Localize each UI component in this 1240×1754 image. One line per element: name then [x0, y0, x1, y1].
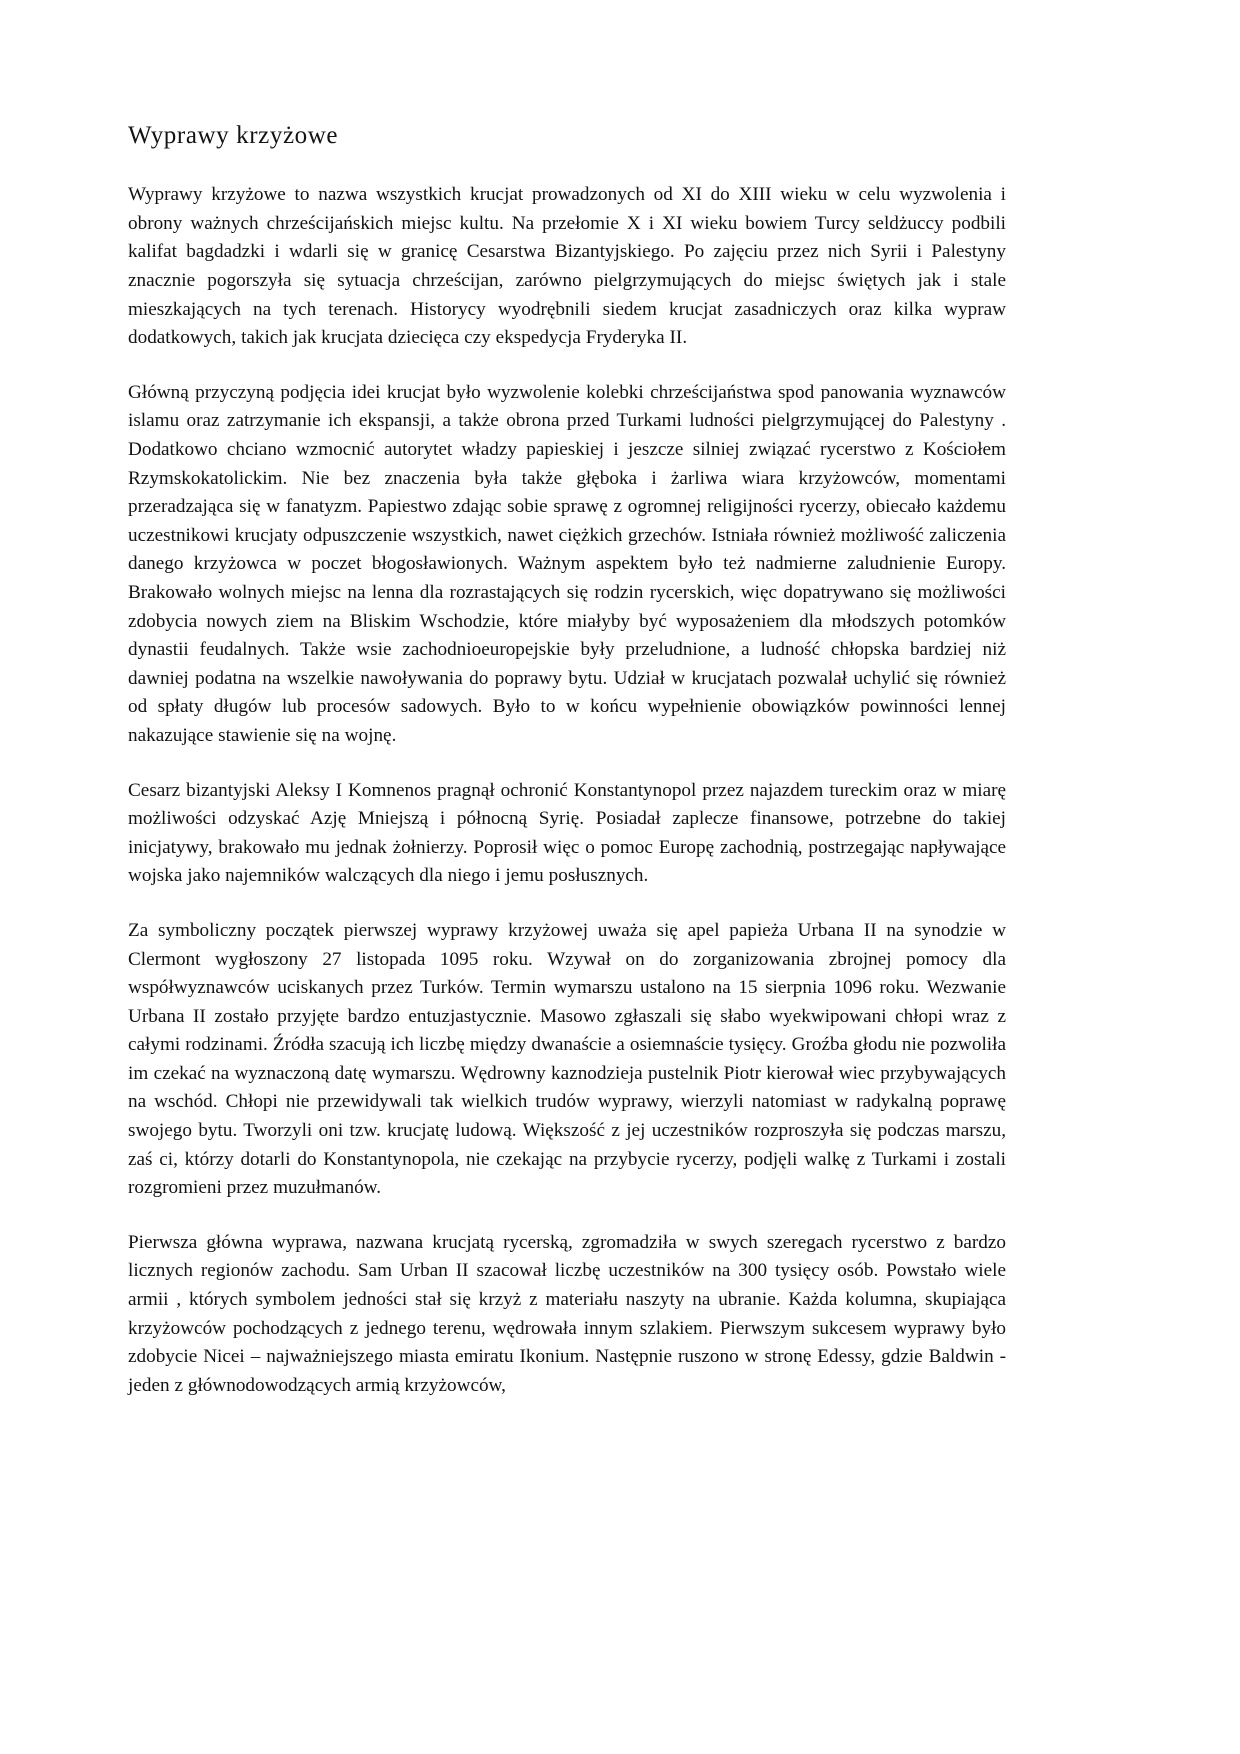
document-body — [128, 120, 1006, 1400]
page-title: Wyprawy krzyżowe — [128, 122, 339, 149]
paragraph-4: Za symboliczny początek pierwszej wyprawy krzyżowej uważa się apel papieża Urbana II na synodzie w Clermont wygłoszony 27 listopada 1095 roku. Wzywał on do zorganizowania zbrojnej pomocy dla współwyznawców uciskanych przez Turków. Termin wymarszu ustalono na 15 sierpnia 1096 roku. Wezwanie Urbana II zostało przyjęte bardzo entuzjastycznie. Masowo zgłaszali się słabo wyekwipowani chłopi wraz z całymi rodzinami. Źródła szacują ich liczbę między dwanaście a osiemnaście tysięcy. Groźba głodu nie pozwoliła im czekać na wyznaczoną datę wymarszu. Wędrowny kaznodzieja pustelnik Piotr kierował wiec przybywających na wschód. Chłopi nie przewidywali tak wielkich trudów wyprawy, wierzyli natomiast w radykalną poprawę swojego bytu. Tworzyli oni tzw. krucjatę ludową. Większość z jej uczestników rozproszyła się podczas marszu, zaś ci, którzy dotarli do Konstantynopola, nie czekając na przybycie rycerzy, podjęli walkę z Turkami i zostali rozgromieni przez muzułmanów. — [128, 919, 1006, 1199]
paragraph-5: Pierwsza główna wyprawa, nazwana krucjatą rycerską, zgromadziła w swych szeregach rycerstwo z bardzo licznych regionów zachodu. Sam Urban II szacował liczbę uczestników na 300 tysięcy osób. Powstało wiele armii , których symbolem jedności stał się krzyż z materiału naszyty na ubranie. Każda kolumna, skupiająca krzyżowców pochodzących z jednego terenu, wędrowała innym szlakiem. Pierwszym sukcesem wyprawy było zdobycie Nicei – najważniejszego miasta emiratu Ikonium. Następnie ruszono w stronę Edessy, gdzie Baldwin - jeden z głównodowodzących armią krzyżowców, — [128, 1231, 1006, 1396]
paragraph-1: Wyprawy krzyżowe to nazwa wszystkich krucjat prowadzonych od XI do XIII wieku w celu wyzwolenia i obrony ważnych chrześcijańskich miejsc kultu. Na przełomie X i XI wieku bowiem Turcy seldżuccy podbili kalifat bagdadzki i wdarli się w granicę Cesarstwa Bizantyjskiego. Po zajęciu przez nich Syrii i Palestyny znacznie pogorszyła się sytuacja chrześcijan, zarówno pielgrzymujących do miejsc świętych jak i stale mieszkających na tych terenach. Historycy wyodrębnili siedem krucjat zasadniczych oraz kilka wypraw dodatkowych, takich jak krucjata dziecięca czy ekspedycja Fryderyka II. — [128, 184, 1006, 349]
paragraph-3: Cesarz bizantyjski Aleksy I Komnenos pragnął ochronić Konstantynopol przez najazdem tureckim oraz w miarę możliwości odzyskać Azję Mniejszą i północną Syrię. Posiadał zaplecze finansowe, potrzebne do takiej inicjatywy, brakowało mu jednak żołnierzy. Poprosił więc o pomoc Europę zachodnią, postrzegając napływające wojska jako najemników walczących dla niego i jemu posłusznych. — [128, 779, 1006, 887]
paragraph-2: Główną przyczyną podjęcia idei krucjat było wyzwolenie kolebki chrześcijaństwa spod panowania wyznawców islamu oraz zatrzymanie ich ekspansji, a także obrona przed Turkami ludności pielgrzymującej do Palestyny . Dodatkowo chciano wzmocnić autorytet władzy papieskiej i jeszcze silniej związać rycerstwo z Kościołem Rzymskokatolickim. Nie bez znaczenia była także głęboka i żarliwa wiara krzyżowców, momentami przeradzająca się w fanatyzm. Papiestwo zdając sobie sprawę z ogromnej religijności rycerzy, obiecało każdemu uczestnikowi krucjaty odpuszczenie wszystkich, nawet ciężkich grzechów. Istniała również możliwość zaliczenia danego krzyżowca w poczet błogosławionych. Ważnym aspektem było też nadmierne zaludnienie Europy. Brakowało wolnych miejsc na lenna dla rozrastających się rodzin rycerskich, więc dopatrywano się możliwości zdobycia nowych ziem na Bliskim Wschodzie, które miałyby być wyposażeniem dla młodszych potomków dynastii feudalnych. Także wsie zachodnioeuropejskie były przeludnione, a ludność chłopska bardziej niż dawniej podatna na wszelkie nawoływania do poprawy bytu. Udział w krucjatach pozwalał uchylić się również od spłaty długów lub procesów sadowych. Było to w końcu wypełnienie obowiązków powinności lennej nakazujące stawienie się na wojnę. — [128, 381, 1006, 746]
